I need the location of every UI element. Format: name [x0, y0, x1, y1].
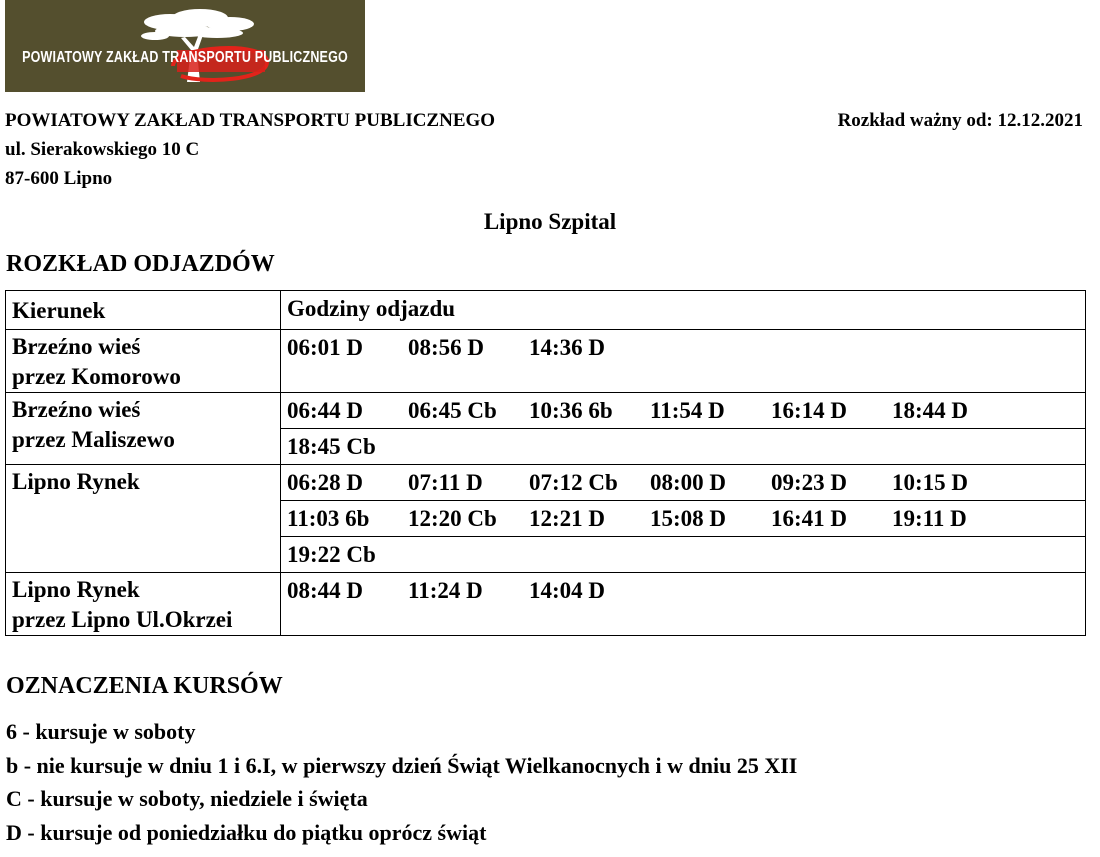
times-cell	[281, 537, 1086, 573]
legend-list	[6, 715, 797, 849]
table-row	[6, 330, 1086, 393]
table-header-row	[6, 291, 1086, 330]
times-cell	[281, 429, 1086, 465]
departure-time: 11:24 D	[408, 578, 483, 603]
departure-time: 16:41 D	[771, 506, 848, 531]
departure-time: 15:08 D	[650, 506, 727, 531]
legend-item: C - kursuje w soboty, niedziele i święta	[6, 786, 368, 811]
times-cell	[281, 330, 1086, 393]
legend-item: b - nie kursuje w dniu 1 i 6.I, w pierwszy dzień Świąt Wielkanocnych i w dniu 25 XII	[6, 752, 798, 778]
departure-time: 18:44 D	[892, 398, 969, 423]
times-cell	[281, 393, 1086, 429]
company-address	[5, 106, 495, 193]
header-times: Godziny odjazdu	[281, 291, 1086, 330]
stop-name: Lipno Szpital	[483, 209, 617, 234]
logo-text: POWIATOWY ZAKŁAD TRANSPORTU PUBLICZNEGO	[22, 48, 348, 66]
company-city: 87-600 Lipno	[5, 168, 113, 189]
marks-title: OZNACZENIA KURSÓW	[6, 673, 283, 699]
direction-cell: Lipno Rynek	[6, 465, 281, 573]
departure-time: 09:23 D	[771, 470, 848, 495]
company-name: POWIATOWY ZAKŁAD TRANSPORTU PUBLICZNEGO	[5, 110, 496, 131]
times-cell	[281, 573, 1086, 636]
departure-time: 08:00 D	[650, 470, 727, 495]
departure-time: 12:20 Cb	[408, 506, 497, 531]
departure-time: 08:44 D	[287, 578, 364, 603]
departure-time: 11:54 D	[650, 398, 725, 423]
table-row	[6, 393, 1086, 429]
departures-table	[5, 290, 1086, 636]
departure-time: 07:11 D	[408, 470, 483, 495]
tree-icon	[5, 0, 365, 92]
header-direction: Kierunek	[6, 291, 281, 330]
departure-time: 10:15 D	[892, 470, 969, 495]
company-logo	[5, 0, 365, 92]
departure-time: 08:56 D	[408, 335, 485, 360]
departure-time: 19:11 D	[892, 506, 967, 531]
departures-title: ROZKŁAD ODJAZDÓW	[6, 251, 275, 277]
departure-time: 18:45 Cb	[287, 434, 376, 459]
departure-time: 06:44 D	[287, 398, 364, 423]
table-row	[6, 573, 1086, 636]
departure-time: 06:45 Cb	[408, 398, 497, 423]
departure-time: 06:28 D	[287, 470, 364, 495]
direction-cell: Brzeźno wieś przez Maliszewo	[6, 393, 281, 465]
direction-cell: Lipno Rynek przez Lipno Ul.Okrzei	[6, 573, 281, 636]
departure-time: 07:12 Cb	[529, 470, 618, 495]
direction-cell: Brzeźno wieś przez Komorowo	[6, 330, 281, 393]
departure-time: 19:22 Cb	[287, 542, 376, 567]
company-street: ul. Sierakowskiego 10 C	[5, 139, 200, 160]
departure-time: 16:14 D	[771, 398, 848, 423]
departure-time: 10:36 6b	[529, 398, 613, 423]
valid-from: Rozkład ważny od: 12.12.2021	[837, 110, 1083, 131]
times-cell	[281, 501, 1086, 537]
legend-item: 6 - kursuje w soboty	[6, 719, 196, 744]
departure-time: 12:21 D	[529, 506, 606, 531]
departure-time: 06:01 D	[287, 335, 364, 360]
table-row	[6, 465, 1086, 501]
departure-time: 14:04 D	[529, 578, 606, 603]
departure-time: 14:36 D	[529, 335, 606, 360]
legend-item: D - kursuje od poniedziałku do piątku oprócz świąt	[6, 819, 487, 845]
times-cell	[281, 465, 1086, 501]
departure-time: 11:03 6b	[287, 506, 370, 531]
